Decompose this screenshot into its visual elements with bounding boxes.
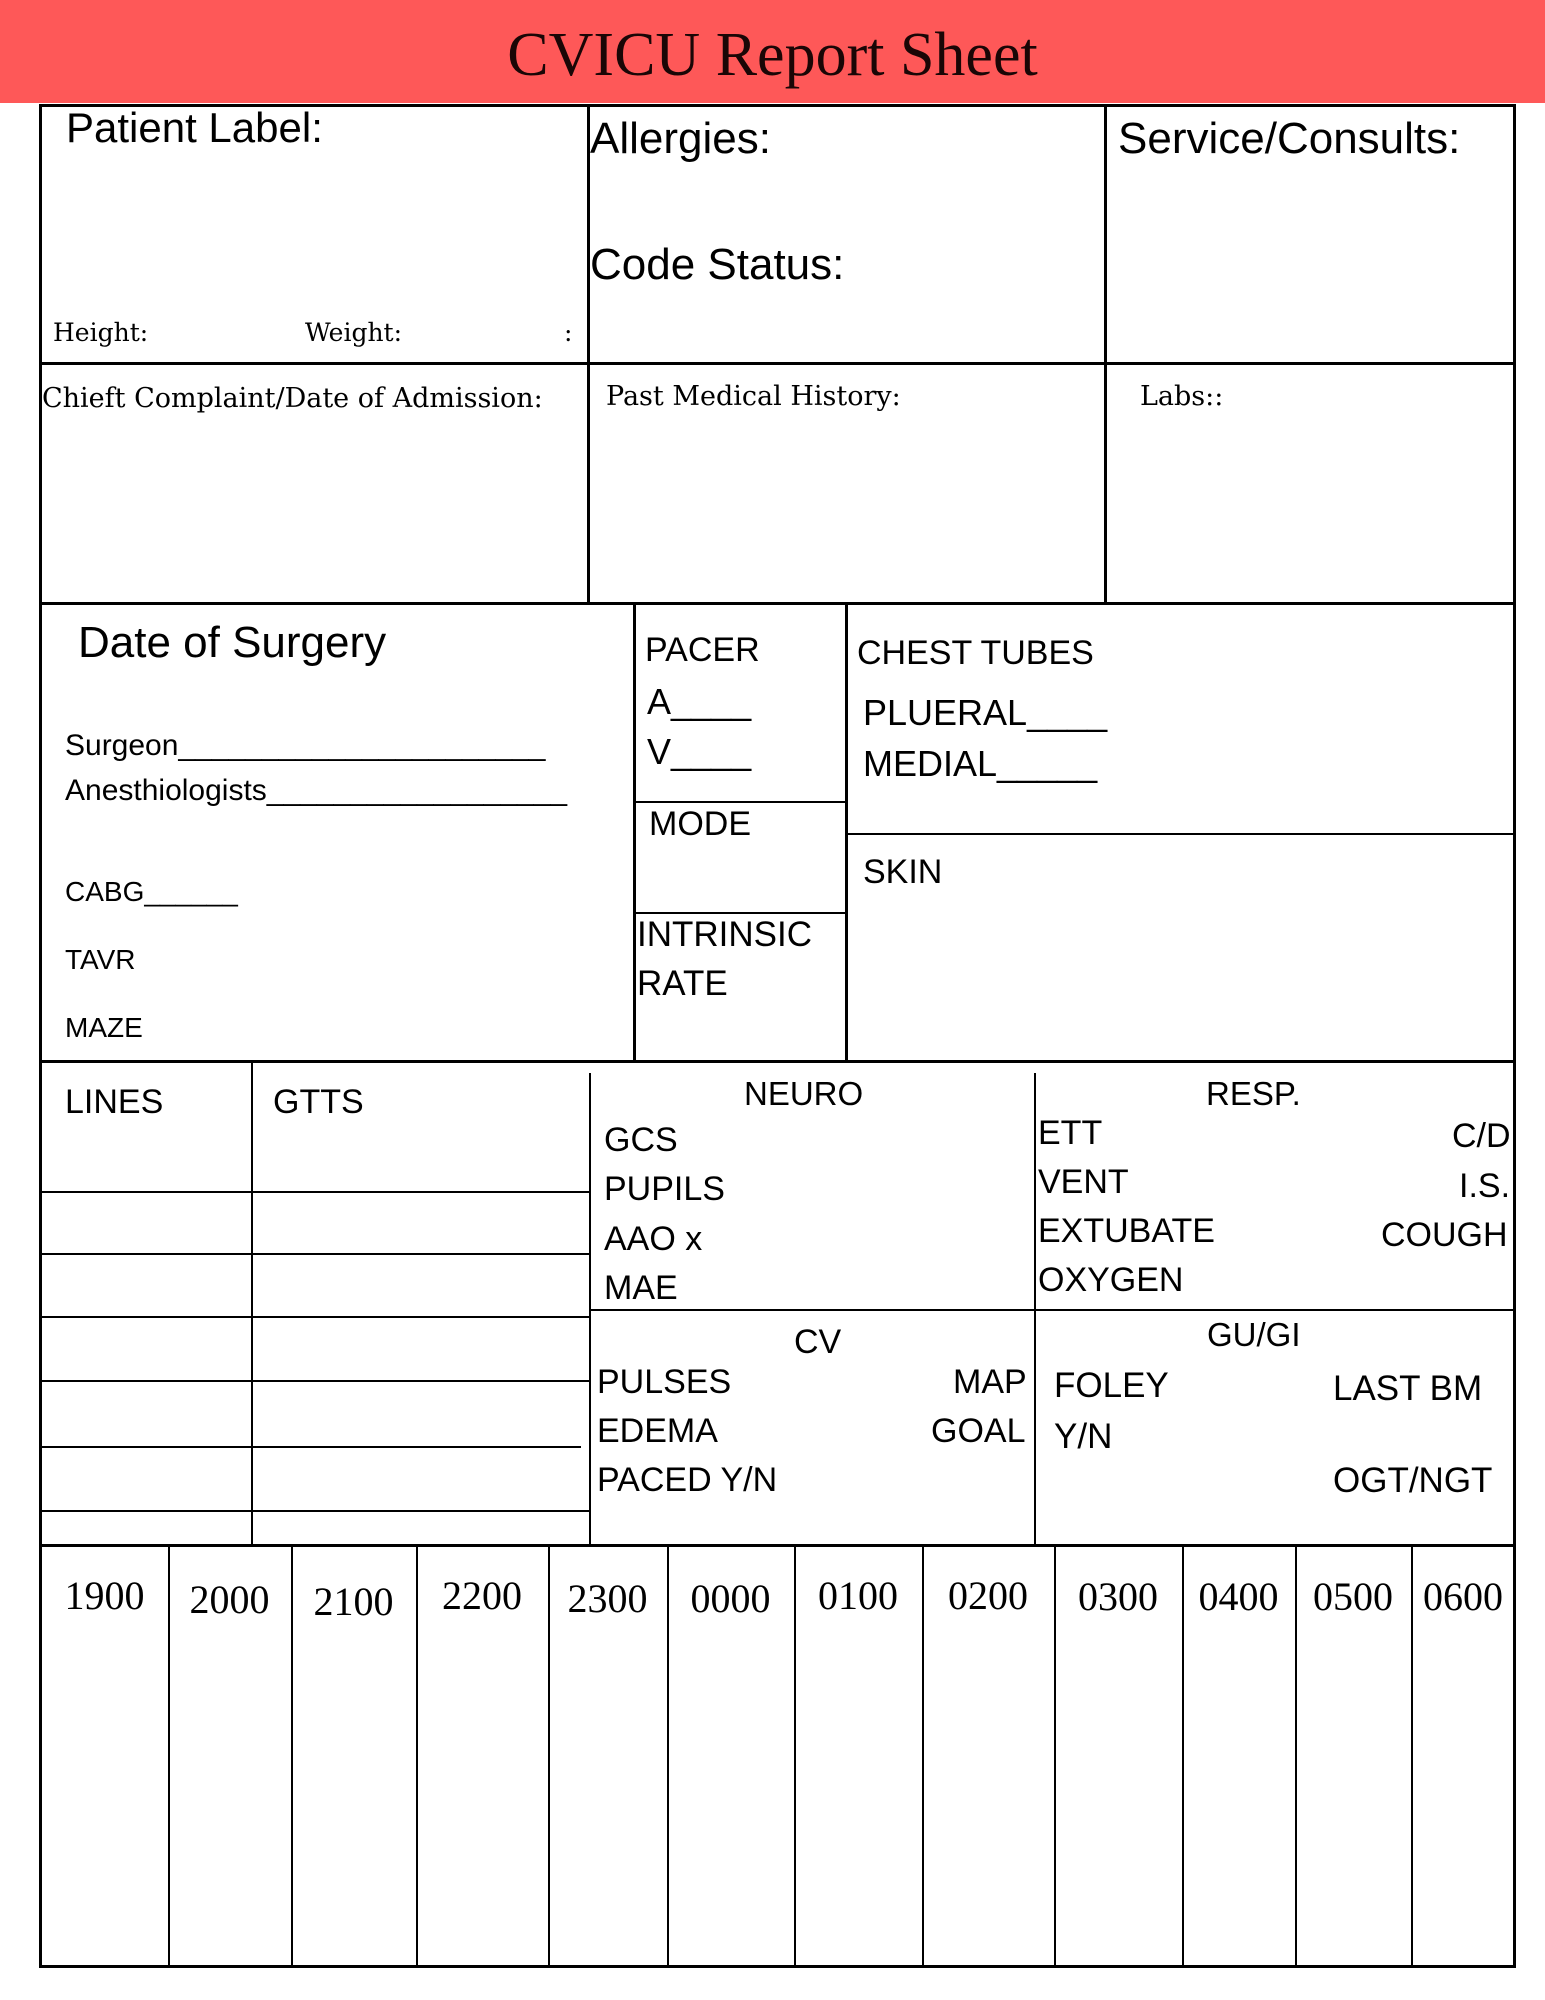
labs-label: Labs:: [1140,381,1224,412]
medial-field: MEDIAL_____ [863,743,1098,784]
lines-row-1 [41,1191,589,1193]
hour-0100: 0100 [818,1573,898,1618]
cabg-field: CABG______ [65,876,238,907]
divider-row2 [39,602,1516,605]
hour-0300: 0300 [1078,1574,1158,1619]
hour-2000: 2000 [189,1577,270,1622]
cv-paced: PACED Y/N [597,1461,778,1499]
lines-row-2 [41,1253,589,1255]
divider-col-b [1104,104,1107,604]
cv-goal: GOAL [931,1412,1026,1450]
weight-label: Weight: [305,318,403,347]
pacer-mode-label: MODE [649,805,751,843]
skin-label: SKIN [863,853,943,891]
hour-2100: 2100 [313,1579,394,1624]
gtts-label: GTTS [273,1083,364,1121]
divider-mode-intrinsic [635,912,845,914]
resp-extubate: EXTUBATE [1038,1212,1215,1250]
gugi-foley: FOLEY [1054,1366,1169,1405]
cv-title: CV [794,1323,842,1361]
intrinsic-label: INTRINSIC [637,915,812,954]
anesthiologists-field: Anesthiologists__________________ [65,774,568,807]
divider-neuro-cv [591,1309,1516,1311]
lines-row-3 [41,1316,589,1318]
hour-1900: 1900 [64,1573,145,1618]
hour-0500: 0500 [1313,1574,1393,1619]
neuro-gcs: GCS [604,1121,678,1159]
height-label: Height: [53,318,149,347]
divider-col-a [587,104,590,604]
lines-row-6 [41,1510,589,1512]
resp-vent: VENT [1038,1163,1129,1201]
resp-is: I.S. [1459,1167,1511,1205]
neuro-title: NEURO [744,1075,864,1112]
service-consults-label: Service/Consults: [1118,114,1461,163]
hour-2300: 2300 [567,1576,648,1621]
pacer-title: PACER [645,631,760,669]
pacer-v-field: V____ [647,731,752,772]
tavr-label: TAVR [65,944,136,975]
code-status-label: Code Status: [590,240,845,289]
hour-0600: 0600 [1423,1574,1503,1619]
divider-pacer-mode [635,801,845,803]
hour-0000: 0000 [690,1576,771,1621]
allergies-label: Allergies: [590,114,771,163]
chest-tubes-title: CHEST TUBES [857,634,1094,672]
lines-row-4 [41,1380,589,1382]
hour-0400: 0400 [1198,1574,1279,1619]
neuro-pupils: PUPILS [604,1170,725,1208]
resp-title: RESP. [1206,1075,1301,1112]
cv-edema: EDEMA [597,1412,718,1450]
chief-complaint-label: Chieft Complaint/Date of Admission: [42,383,543,414]
divider-row3 [39,1060,1516,1063]
resp-oxygen: OXYGEN [1038,1261,1184,1299]
neuro-aao: AAO x [604,1220,703,1258]
resp-cd: C/D [1452,1117,1511,1155]
divider-surgery-pacer [633,604,636,1062]
lines-row-5 [41,1446,581,1448]
neuro-mae: MAE [604,1269,678,1307]
gugi-last-bm: LAST BM [1333,1369,1483,1408]
rate-label: RATE [637,964,728,1003]
gugi-ogt-ngt: OGT/NGT [1333,1461,1493,1500]
hour-2200: 2200 [442,1573,522,1618]
patient-label: Patient Label: [66,104,323,151]
divider-row1 [39,362,1516,365]
hour-0200: 0200 [948,1573,1028,1618]
plueral-field: PLUERAL____ [863,692,1108,733]
gugi-title: GU/GI [1207,1316,1301,1353]
cv-pulses: PULSES [597,1363,732,1401]
resp-ett: ETT [1038,1114,1103,1152]
divider-chest-skin [847,833,1516,835]
maze-label: MAZE [65,1012,143,1043]
pacer-a-field: A____ [647,681,752,722]
page-title: CVICU Report Sheet [507,21,1038,89]
weight-colon: : [564,318,573,347]
surgeon-field: Surgeon______________________ [65,729,546,762]
lines-label: LINES [65,1083,164,1121]
cv-map: MAP [953,1363,1027,1401]
gugi-yn: Y/N [1054,1417,1113,1456]
date-of-surgery-label: Date of Surgery [78,618,387,667]
divider-lines-gtts [251,1062,253,1544]
resp-cough: COUGH [1381,1216,1508,1254]
past-medical-history-label: Past Medical History: [606,381,901,412]
